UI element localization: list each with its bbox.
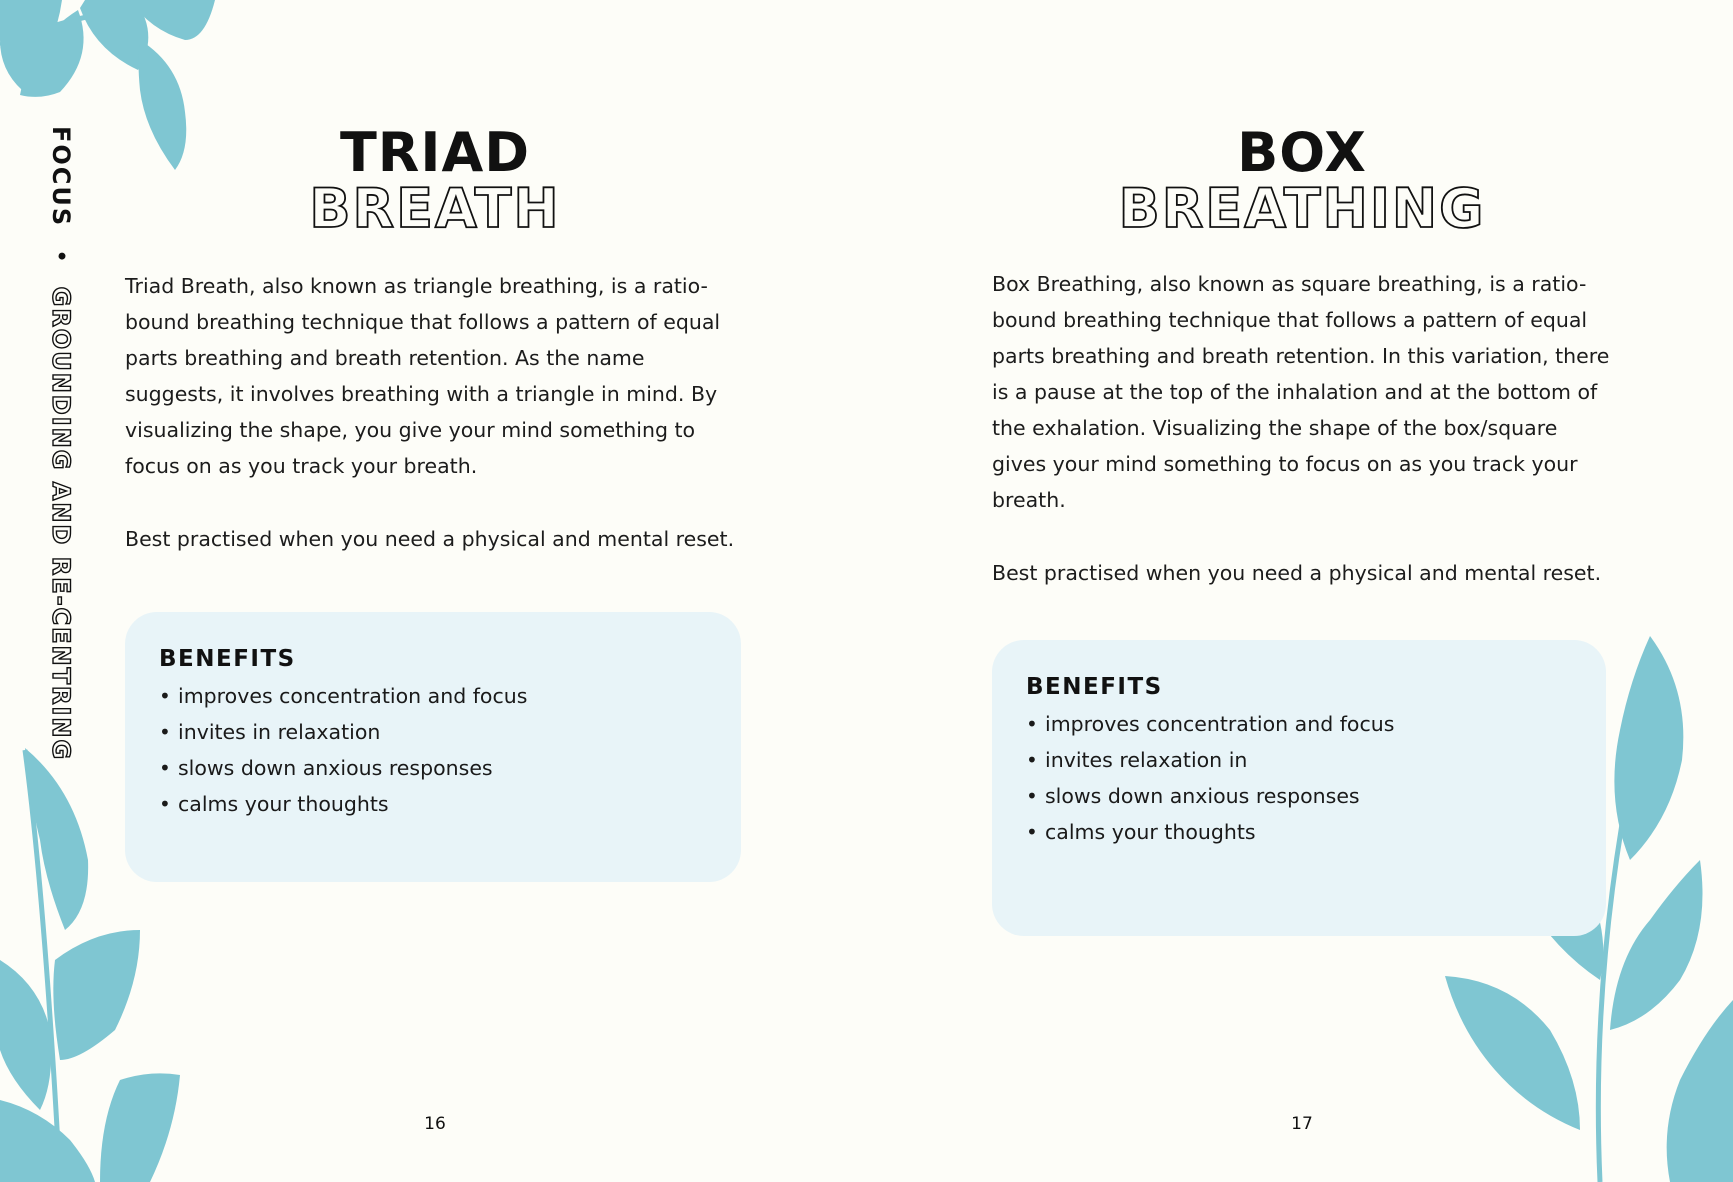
title-line-1: BOX	[1237, 121, 1367, 184]
benefit-item: • improves concentration and focus	[1026, 706, 1572, 742]
intro-paragraph: Triad Breath, also known as triangle breathing, is a ratio-bound breathing technique that follows a pattern of equal parts breathing and breath retention. As the name suggests, it involves breathing with a triangle in mind. By visualizing the shape, you give your mind something to focus on as you track your breath.	[125, 274, 721, 478]
page-title	[125, 121, 745, 240]
benefit-item: • slows down anxious responses	[159, 750, 707, 786]
practice-note: Best practised when you need a physical and mental reset.	[992, 561, 1602, 585]
benefit-item: • slows down anxious responses	[1026, 778, 1572, 814]
benefit-item: • invites relaxation in	[1026, 742, 1572, 778]
page-title	[992, 121, 1612, 240]
page-number: 17	[1291, 1114, 1313, 1134]
title-line-1: TRIAD	[339, 121, 531, 184]
section-label-part2: GROUNDING AND RE-CENTRING	[47, 286, 75, 762]
benefits-list	[159, 678, 707, 822]
benefits-list	[1026, 706, 1572, 850]
title-line-2: BREATHING	[1118, 177, 1486, 240]
benefit-item: • improves concentration and focus	[159, 678, 707, 714]
page-number: 16	[424, 1114, 446, 1134]
title-line-2: BREATH	[309, 177, 561, 240]
benefit-item: • invites in relaxation	[159, 714, 707, 750]
section-label	[47, 126, 75, 761]
practice-note: Best practised when you need a physical and mental reset.	[125, 527, 735, 551]
benefits-heading: BENEFITS	[159, 646, 296, 672]
benefits-box	[992, 640, 1606, 936]
intro-paragraph: Box Breathing, also known as square breathing, is a ratio-bound breathing technique that follows a pattern of equal parts breathing and breath retention. In this variation, there is a pause at the top of the inhalation and at the bottom of the exhalation. Visualizing the shape of the box/square gives your mind something to focus on as you track your breath.	[992, 272, 1610, 512]
benefits-box	[125, 612, 741, 882]
benefits-heading: BENEFITS	[1026, 674, 1163, 700]
section-label-part1: FOCUS	[47, 126, 75, 228]
benefit-item: • calms your thoughts	[1026, 814, 1572, 850]
section-label-separator: •	[47, 248, 75, 265]
benefit-item: • calms your thoughts	[159, 786, 707, 822]
